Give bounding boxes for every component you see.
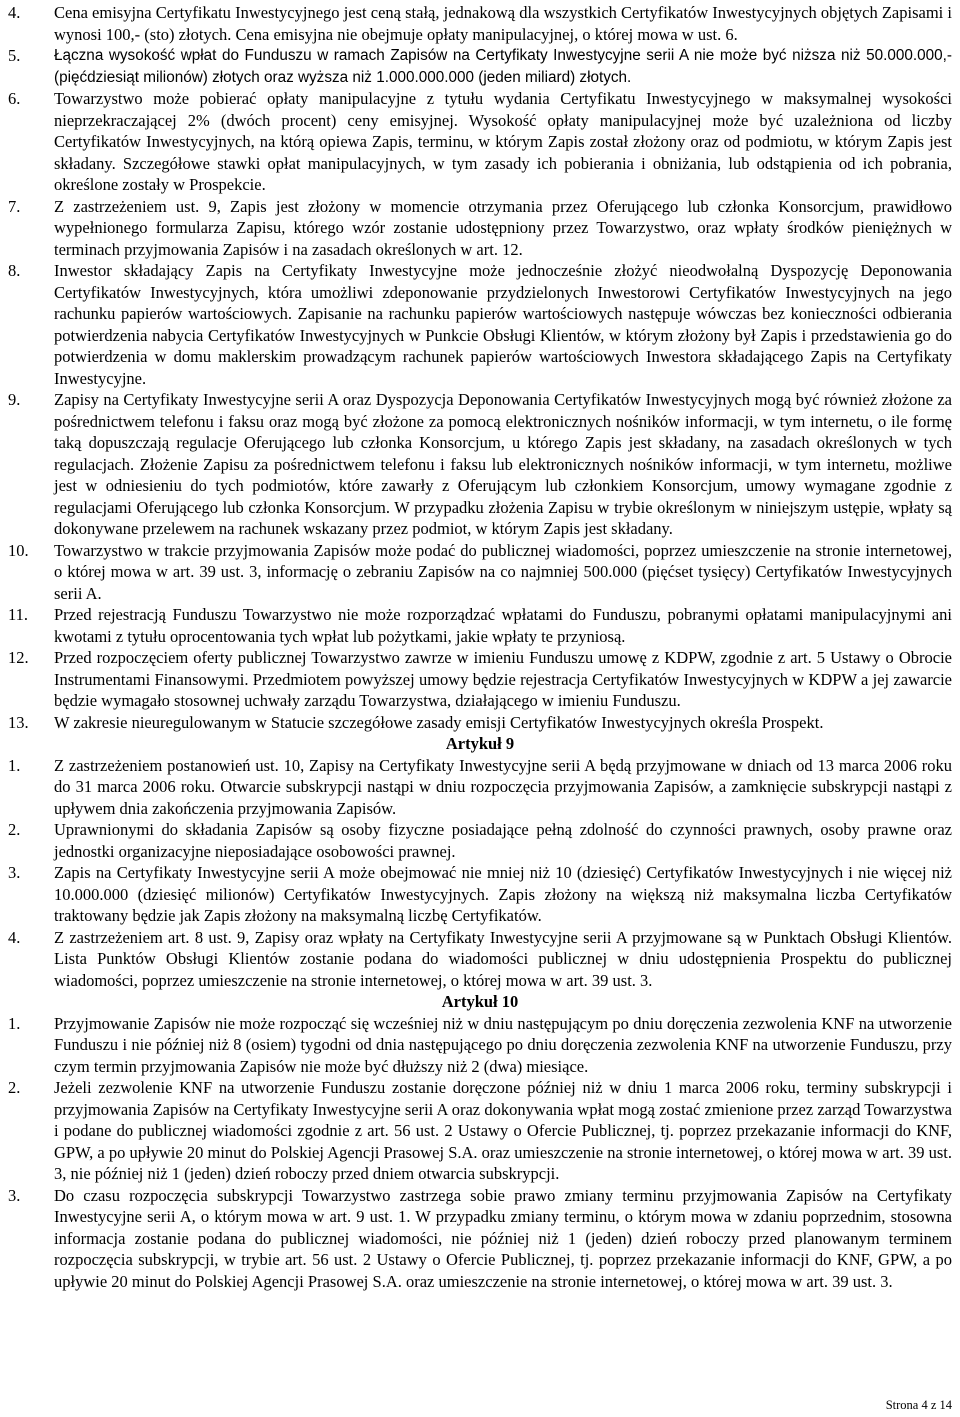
- item-text: Z zastrzeżeniem ust. 9, Zapis jest złożony w momencie otrzymania przez Oferującego lub członka Konsorcjum, prawidłowo wypełnionego formularza Zapisu, którego wzór zostanie udostępniony przez Towarzystwo, oraz wpłaty środków pieniężnych w terminach przyjmowania Zapisów i na zasadach określonych w art. 12.: [54, 196, 952, 259]
- page-number: Strona 4 z 14: [885, 1398, 952, 1412]
- item-text: Przyjmowanie Zapisów nie może rozpocząć się wcześniej niż w dniu następującym po dniu doręczenia zezwolenia KNF na utworzenie Funduszu i nie później niż 8 (osiem) tygodni od dnia następującego po dniu doręczenia zezwolenia KNF na utworzenie Funduszu, przy czym termin przyjmowania Zapisów nie może być dłuższy niż 2 (dwa) miesiące.: [54, 1013, 952, 1076]
- item-number: 1.: [8, 755, 21, 775]
- article-10-heading: Artykuł 10: [441, 992, 519, 1011]
- item-number: 3.: [8, 863, 21, 882]
- article-9-heading: Artykuł 9: [445, 734, 515, 753]
- item-text: Przed rozpoczęciem oferty publicznej Towarzystwo zawrze w imieniu Funduszu umowę z KDPW, zgodnie z art. 5 Ustawy o Obrocie Instrumentami Finansowymi. Przedmiotem powyższej umowy będzie rejestracja Certyfikatów Inwestycyjnych w KDPW a jej zawarcie będzie wymagało stosownej uchwały zarządu Towarzystwa, działającego w imieniu Funduszu.: [54, 648, 952, 710]
- article-8-continuation: [8, 2, 952, 733]
- item-text: W zakresie nieuregulowanym w Statucie szczegółowe zasady emisji Certyfikatów Inwestycyjnych określa Prospekt.: [54, 712, 824, 732]
- list-item: [8, 712, 952, 734]
- item-text: Z zastrzeżeniem postanowień ust. 10, Zapisy na Certyfikaty Inwestycyjne serii A będą przyjmowane w dniach od 13 marca 2006 roku do 31 marca 2006 roku. Otwarcie subskrypcji nastąpi w dniu rozpoczęcia przyjmowania Zapisów, a zamknięcie subskrypcji nastąpi z upływem dnia zakończenia przyjmowania Zapisów.: [54, 755, 952, 818]
- list-item: [8, 927, 952, 992]
- list-item: [8, 540, 952, 605]
- item-number: 4.: [8, 927, 21, 947]
- item-text: Uprawnionymi do składania Zapisów są osoby fizyczne posiadające pełną zdolność do czynności prawnych, osoby prawne oraz jednostki organizacyjne nieposiadające osobowości prawnej.: [54, 820, 952, 861]
- item-text: Towarzystwo w trakcie przyjmowania Zapisów może podać do publicznej wiadomości, poprzez umieszczenie na stronie internetowej, o której mowa w art. 39 ust. 3, informację o zebraniu Zapisów na co najmniej 500.000 (pięćset tysięcy) Certyfikatów Inwestycyjnych serii A.: [54, 540, 952, 603]
- item-number: 7.: [8, 196, 21, 216]
- list-item: [8, 1185, 952, 1293]
- list-item: [8, 647, 952, 712]
- list-item: [8, 862, 952, 927]
- list-item: [8, 819, 952, 862]
- list-item: [8, 1013, 952, 1078]
- item-number: 11.: [8, 605, 29, 624]
- item-text: Jeżeli zezwolenie KNF na utworzenie Funduszu zostanie doręczone później niż w dniu 1 marca 2006 roku, terminy subskrypcji i przyjmowania Zapisów na Certyfikaty Inwestycyjne serii A oraz dokonywania wpłat mogą zostać zmienione przez zarząd Towarzystwa i podane do publicznej wiadomości zgodnie z art. 56 ust. 2 Ustawy o Ofercie Publicznej, tj. poprzez przekazanie informacji do KNF, GPW, a po upływie 20 minut do Polskiej Agencji Prasowej S.A. oraz umieszczenie na stronie internetowej, o której mowa w art. 39 ust. 3, nie później niż 1 (jeden) dzień roboczy przed dniem otwarcia subskrypcji.: [54, 1078, 952, 1183]
- item-number: 6.: [8, 89, 21, 108]
- item-number: 5.: [8, 46, 21, 65]
- list-item: [8, 2, 952, 45]
- list-item: [8, 604, 952, 647]
- item-number: 12.: [8, 648, 29, 667]
- item-number: 9.: [8, 390, 21, 409]
- item-number: 8.: [8, 261, 21, 280]
- item-text: Łączna wysokość wpłat do Funduszu w ramach Zapisów na Certyfikaty Inwestycyjne serii A nie może być niższa niż 50.000.000,- (pięćdziesiąt milionów) złotych oraz wyższa niż 1.000.000.000 (jeden miliard) złotych.: [54, 47, 952, 86]
- item-number: 10.: [8, 540, 29, 560]
- article-10-body: [8, 1013, 952, 1293]
- item-text: Zapisy na Certyfikaty Inwestycyjne serii A oraz Dyspozycja Deponowania Certyfikatów Inwestycyjnych mogą być również złożone za pośrednictwem telefonu i faksu oraz mogą być złożone za pomocą elektronicznych nośników informacji, w tym internetu, o ile formę taką dopuszczają regulacje Oferującego lub członka Konsorcjum, u którego Zapis jest składany, na zasadach określonych w tych regulacjach. Złożenie Zapisu za pośrednictwem telefonu i faksu lub elektronicznych nośników informacji, w tym internetu, możliwe jest w odniesieniu do tych podmiotów, które zawarły z Oferującym lub członkiem Konsorcjum, umowy wymagane zgodnie z regulacjami Oferującego lub członka Konsorcjum. W przypadku złożenia Zapisu w trybie określonym w niniejszym ustępie, wpłaty są dokonywane przelewem na rachunek wskazany przez podmiot, w którym Zapis jest składany.: [54, 390, 952, 538]
- list-item: [8, 1077, 952, 1185]
- list-item: [8, 260, 952, 389]
- item-number: 1.: [8, 1013, 21, 1033]
- item-text: Przed rejestracją Funduszu Towarzystwo nie może rozporządzać wpłatami do Funduszu, pobranymi opłatami manipulacyjnymi ani kwotami z tytułu oprocentowania tych wpłat lub pożytkami, jakie wpłaty te przyniosą.: [54, 605, 952, 646]
- item-text: Towarzystwo może pobierać opłaty manipulacyjne z tytułu wydania Certyfikatu Inwestycyjnego w maksymalnej wysokości nieprzekraczającej 2% (dwóch procent) ceny emisyjnej. Wysokość opłaty manipulacyjnej może być uzależniona od liczby Certyfikatów Inwestycyjnych, na którą opiewa Zapis, terminu, w którym Zapis został złożony oraz od podmiotu, w którym Zapis jest składany. Szczegółowe stawki opłat manipulacyjnych, w tym zasady ich pobierania i obniżania, lub odstąpienia od ich pobrania, określone zostały w Prospekcie.: [54, 89, 952, 194]
- item-number: 4.: [8, 3, 21, 22]
- list-item: [8, 88, 952, 196]
- article-9-body: [8, 755, 952, 992]
- item-text: Cena emisyjna Certyfikatu Inwestycyjnego jest ceną stałą, jednakową dla wszystkich Certyfikatów Inwestycyjnych objętych Zapisami i wynosi 100,- (sto) złotych. Cena emisyjna nie obejmuje opłaty manipulacyjnej, o której mowa w ust. 6.: [54, 3, 952, 44]
- item-text: Zapis na Certyfikaty Inwestycyjne serii A może obejmować nie mniej niż 10 (dziesięć) Certyfikatów Inwestycyjnych i nie więcej niż 10.000.000 (dziesięć milionów) Certyfikatów Inwestycyjnych. Zapis złożony na większą niż maksymalna liczba Certyfikatów traktowany będzie jak Zapis złożony na maksymalną liczbę Certyfikatów.: [54, 863, 952, 925]
- item-number: 2.: [8, 1078, 21, 1097]
- list-item: [8, 45, 952, 88]
- item-number: 2.: [8, 820, 21, 839]
- item-text: Do czasu rozpoczęcia subskrypcji Towarzystwo zastrzega sobie prawo zmiany terminu przyjmowania Zapisów na Certyfikaty Inwestycyjne serii A, o którym mowa w art. 9 ust. 1. W przypadku zmiany terminu, o którym mowa w zdaniu poprzednim, stosowna informacja zostanie podana do publicznej wiadomości, nie później niż 1 (jeden) dzień roboczy przed planowanym terminem rozpoczęcia subskrypcji, w trybie art. 56 ust. 2 Ustawy o Ofercie Publicznej, tj. poprzez przekazanie informacji do KNF, GPW, a po upływie 20 minut do Polskiej Agencji Prasowej S.A. oraz umieszczenie na stronie internetowej, o której mowa w art. 39 ust. 3.: [54, 1185, 952, 1291]
- item-number: 13.: [8, 712, 29, 732]
- item-text: Z zastrzeżeniem art. 8 ust. 9, Zapisy oraz wpłaty na Certyfikaty Inwestycyjne serii A przyjmowane są w Punktach Obsługi Klientów. Lista Punktów Obsługi Klientów zostanie podana do wiadomości publicznej w dniu udostępnienia Prospektu do publicznej wiadomości, poprzez umieszczenie na stronie internetowej, o której mowa w art. 39 ust. 3.: [54, 927, 952, 990]
- item-text: Inwestor składający Zapis na Certyfikaty Inwestycyjne może jednocześnie złożyć nieodwołalną Dyspozycję Deponowania Certyfikatów Inwestycyjnych, która umożliwi zdeponowanie przydzielonych Inwestorowi Certyfikatów Inwestycyjnych na jego rachunku papierów wartościowych. Zapisanie na rachunku papierów wartościowych następuje wówczas bez konieczności odbierania potwierdzenia nabycia Certyfikatów Inwestycyjnych w Punkcie Obsługi Klientów, w którym złożony był Zapis i przedstawienia go do potwierdzenia w domu maklerskim prowadzącym rachunek papierów wartościowych Inwestora składającego Zapis na Certyfikaty Inwestycyjne.: [54, 261, 952, 388]
- list-item: [8, 389, 952, 540]
- list-item: [8, 755, 952, 820]
- item-number: 3.: [8, 1185, 21, 1205]
- list-item: [8, 196, 952, 261]
